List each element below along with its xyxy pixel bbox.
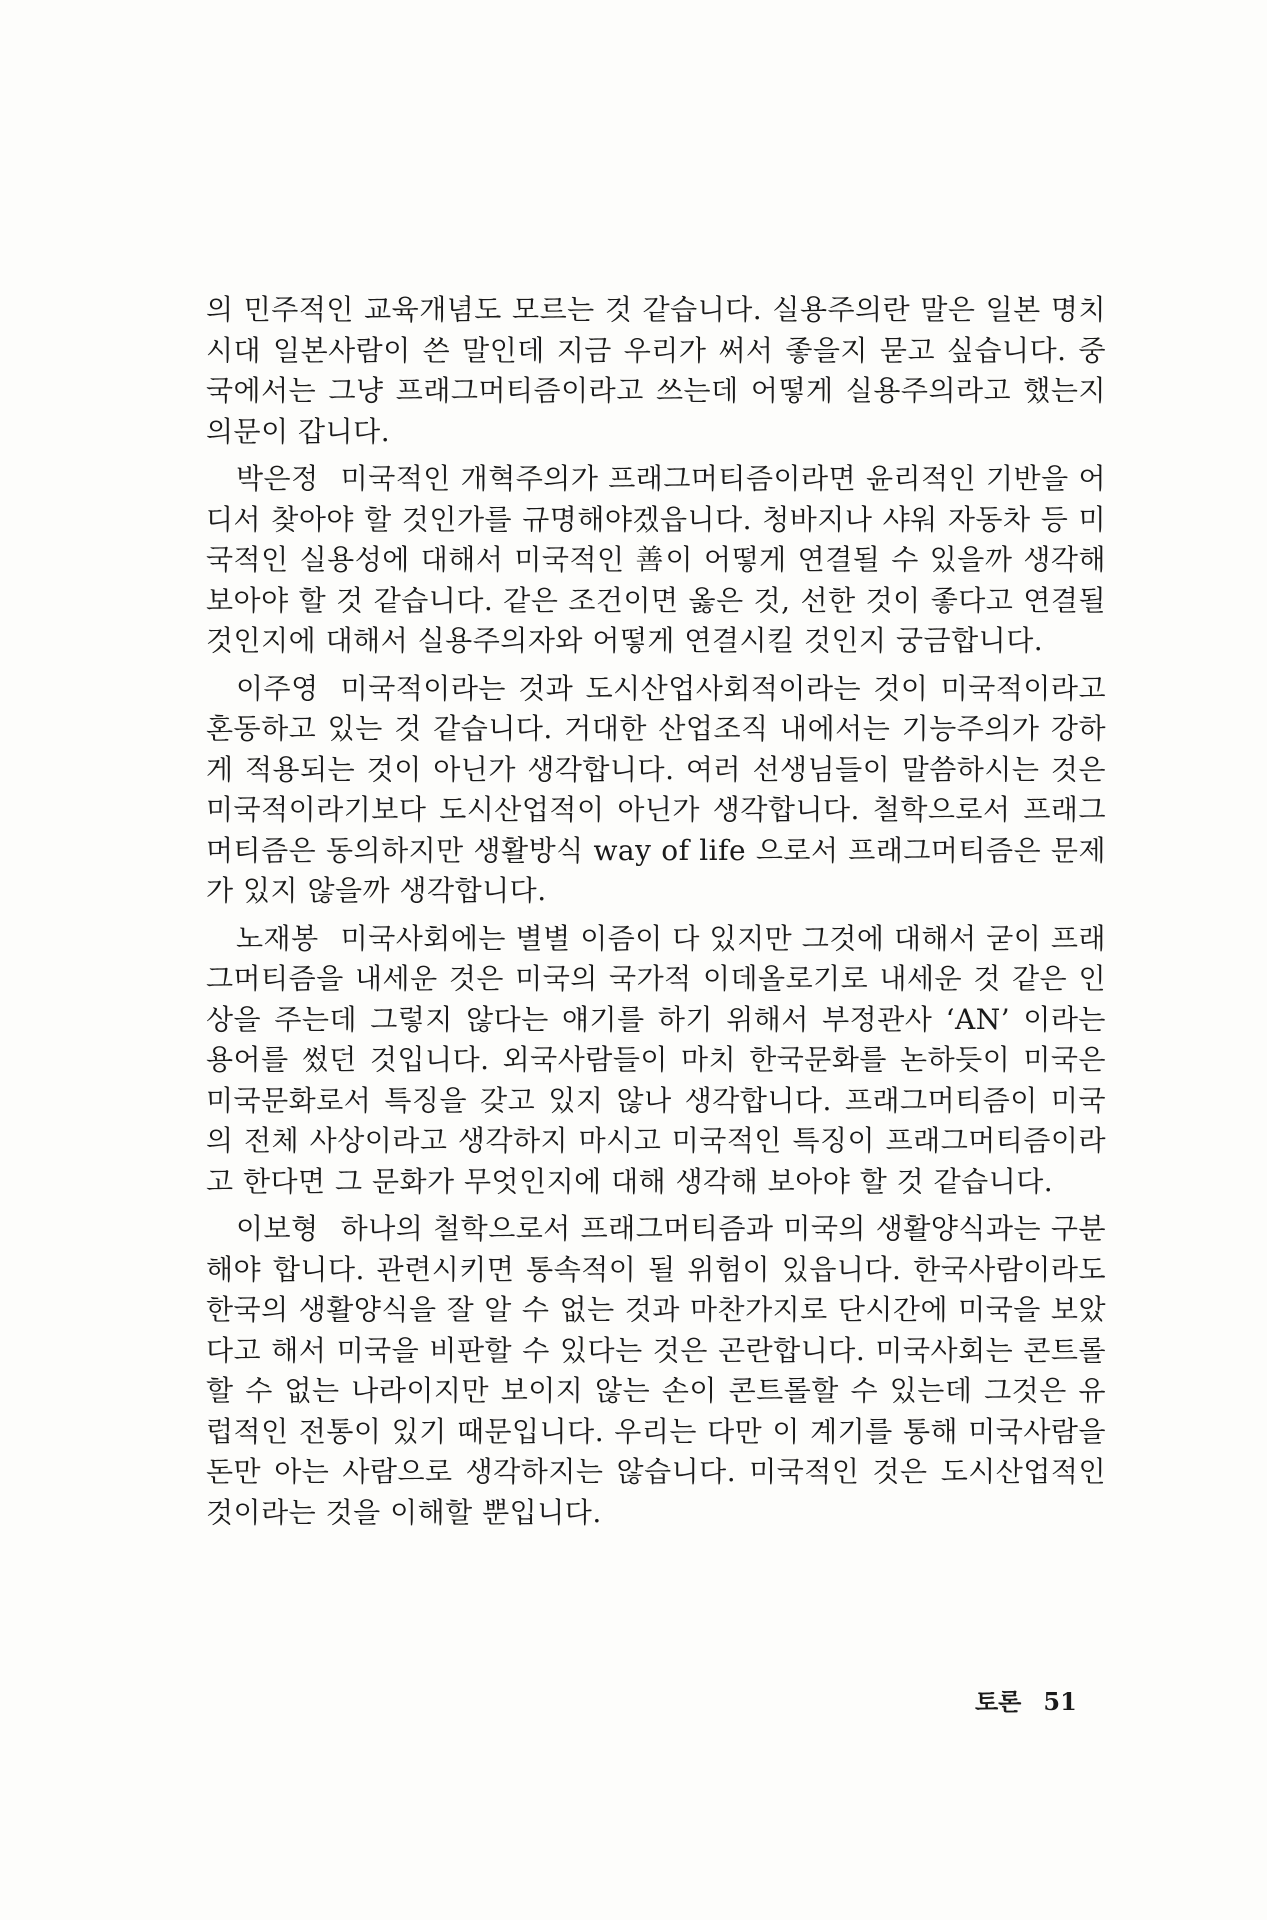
paragraph-speech (206, 1209, 1106, 1533)
paragraph-continuation (206, 290, 1106, 452)
paragraph-text: 의 민주적인 교육개념도 모르는 것 같습니다. 실용주의란 말은 일본 명치시대 일본사람이 쓴 말인데 지금 우리가 써서 좋을지 묻고 싶습니다. 중국에서는 그냥 프래그머티즘이라고 쓰는데 어떻게 실용주의라고 했는지 의문이 갑니다. (206, 293, 1106, 448)
page-footer (975, 1682, 1077, 1717)
speaker-name: 박은정 (236, 462, 319, 495)
paragraph-speech (206, 669, 1106, 912)
paragraph-text: 미국사회에는 별별 이즘이 다 있지만 그것에 대해서 굳이 프래그머티즘을 내세운 것은 미국의 국가적 이데올로기로 내세운 것 같은 인상을 주는데 그렇지 않다는 얘기를 하기 위해서 부정관사 ‘AN’ 이라는 용어를 썼던 것입니다. 외국사람들이 마치 한국문화를 논하듯이 미국은 미국문화로서 특징을 갖고 있지 않나 생각합니다. 프래그머티즘이 미국의 전체 사상이라고 생각하지 마시고 미국적인 특징이 프래그머티즘이라고 한다면 그 문화가 무엇인지에 대해 생각해 보아야 할 것 같습니다. (206, 921, 1106, 1198)
paragraph-text: 미국적이라는 것과 도시산업사회적이라는 것이 미국적이라고 혼동하고 있는 것 같습니다. 거대한 산업조직 내에서는 기능주의가 강하게 적용되는 것이 아닌가 생각합니다. 여러 선생님들이 말씀하시는 것은 미국적이라기보다 도시산업적이 아닌가 생각합니다. 철학으로서 프래그머티즘은 동의하지만 생활방식 way of life 으로서 프래그머티즘은 문제가 있지 않을까 생각합니다. (206, 671, 1106, 907)
discussion-text (206, 290, 1106, 1540)
section-title: 토론 (975, 1687, 1022, 1716)
page-number: 51 (1043, 1687, 1077, 1716)
paragraph-speech (206, 459, 1106, 662)
paragraph-text: 미국적인 개혁주의가 프래그머티즘이라면 윤리적인 기반을 어디서 찾아야 할 것인가를 규명해야겠읍니다. 청바지나 샤워 자동차 등 미국적인 실용성에 대해서 미국적인 善이 어떻게 연결될 수 있을까 생각해 보아야 할 것 같습니다. 같은 조건이면 옳은 것, 선한 것이 좋다고 연결될 것인지에 대해서 실용주의자와 어떻게 연결시킬 것인지 궁금합니다. (206, 462, 1106, 657)
paragraph-text: 하나의 철학으로서 프래그머티즘과 미국의 생활양식과는 구분해야 합니다. 관련시키면 통속적이 될 위험이 있읍니다. 한국사람이라도 한국의 생활양식을 잘 알 수 없는 것과 마찬가지로 단시간에 미국을 보았다고 해서 미국을 비판할 수 있다는 것은 곤란합니다. 미국사회는 콘트롤할 수 없는 나라이지만 보이지 않는 손이 콘트롤할 수 있는데 그것은 유럽적인 전통이 있기 때문입니다. 우리는 다만 이 계기를 통해 미국사람을 돈만 아는 사람으로 생각하지는 않습니다. 미국적인 것은 도시산업적인 것이라는 것을 이해할 뿐입니다. (206, 1212, 1106, 1529)
paragraph-speech (206, 919, 1106, 1203)
speaker-name: 이보형 (236, 1212, 319, 1245)
speaker-name: 이주영 (236, 671, 319, 705)
speaker-name: 노재봉 (236, 921, 319, 955)
